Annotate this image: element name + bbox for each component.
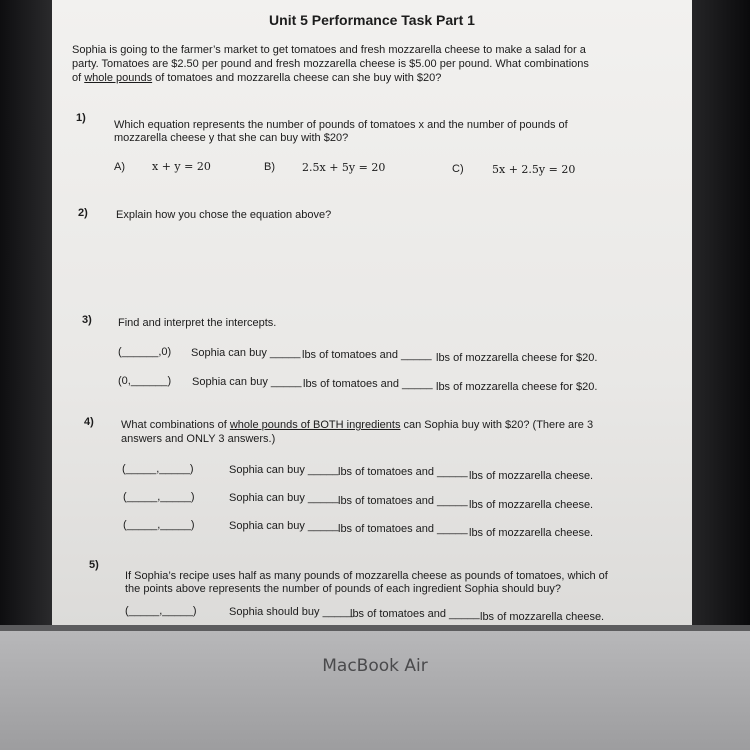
q3-row-1-suffix: lbs of mozzarella cheese for $20. xyxy=(436,352,598,364)
intro-line-3-post: of tomatoes and mozzarella cheese can she buy with $20? xyxy=(152,72,442,84)
q1-option-b-label: B) xyxy=(264,161,275,173)
q5-answer-point: (_____,_____) xyxy=(125,605,197,617)
q4-line-1-post: can Sophia buy with $20? (There are 3 xyxy=(400,419,594,431)
q4-line-1-pre: What combinations of xyxy=(121,419,230,431)
q1-line-2: mozzarella cheese y that she can buy with $20? xyxy=(114,132,349,144)
q3-row-1-tomatoes-blank: Sophia can buy _____ xyxy=(191,347,301,359)
q4-answer-2-mozzarella-blank: lbs of tomatoes and _____ xyxy=(338,495,468,507)
laptop-hinge-edge xyxy=(0,625,750,631)
q3-row-2-suffix: lbs of mozzarella cheese for $20. xyxy=(436,381,598,393)
q4-answer-2-point: (_____,_____) xyxy=(123,491,195,503)
q4-underlined-phrase: whole pounds of BOTH ingredients xyxy=(229,419,401,431)
q4-answer-1-mozzarella-blank: lbs of tomatoes and _____ xyxy=(338,466,468,478)
q5-line-1: If Sophia’s recipe uses half as many pounds of mozzarella cheese as pounds of tomatoes, which of xyxy=(125,570,608,582)
q3-row-1-mozzarella-blank: lbs of tomatoes and _____ xyxy=(302,349,432,361)
q4-line-1 xyxy=(121,418,593,432)
screen-bezel-right xyxy=(690,0,750,625)
q1-option-c-equation: 5x + 2.5y = 20 xyxy=(492,163,576,176)
q4-answer-2-tomatoes-blank: Sophia can buy _____ xyxy=(229,492,339,504)
q5-answer-suffix: lbs of mozzarella cheese. xyxy=(480,611,605,623)
q4-answer-2-suffix: lbs of mozzarella cheese. xyxy=(469,499,594,511)
laptop-brand-label: MacBook Air xyxy=(322,656,428,676)
intro-line-3-pre: of xyxy=(72,72,85,84)
q3-text: Find and interpret the intercepts. xyxy=(118,317,277,329)
q3-row-2-tomatoes-blank: Sophia can buy _____ xyxy=(192,376,302,388)
intro-line-3 xyxy=(72,71,441,85)
worksheet-title: Unit 5 Performance Task Part 1 xyxy=(269,12,475,28)
q4-answer-1-tomatoes-blank: Sophia can buy _____ xyxy=(229,464,339,476)
q3-row-1-point: (______,0) xyxy=(118,346,172,358)
q5-answer-mozzarella-blank: lbs of tomatoes and _____ xyxy=(350,608,480,620)
q4-answer-3-suffix: lbs of mozzarella cheese. xyxy=(469,527,594,539)
q4-answer-3-tomatoes-blank: Sophia can buy _____ xyxy=(229,520,339,532)
screen-bezel-left xyxy=(0,0,52,625)
q3-row-2-point: (0,______) xyxy=(118,375,172,387)
q4-answer-3-mozzarella-blank: lbs of tomatoes and _____ xyxy=(338,523,468,535)
q1-option-a-equation: x + y = 20 xyxy=(152,160,211,173)
q1-option-b-equation: 2.5x + 5y = 20 xyxy=(302,161,386,174)
q5-answer-tomatoes-blank: Sophia should buy _____ xyxy=(229,606,354,618)
q5-number: 5) xyxy=(89,559,99,571)
q4-answer-1-point: (_____,_____) xyxy=(122,463,194,475)
q2-number: 2) xyxy=(78,207,88,219)
q4-number: 4) xyxy=(84,416,94,428)
q3-number: 3) xyxy=(82,314,92,326)
laptop-chin xyxy=(0,625,750,750)
q1-option-c-label: C) xyxy=(452,163,464,175)
q3-row-2-mozzarella-blank: lbs of tomatoes and _____ xyxy=(303,378,433,390)
q1-line-1: Which equation represents the number of pounds of tomatoes x and the number of pounds of xyxy=(114,119,568,131)
q4-answer-1-suffix: lbs of mozzarella cheese. xyxy=(469,470,594,482)
q2-text: Explain how you chose the equation above? xyxy=(116,209,332,221)
q1-number: 1) xyxy=(76,112,86,124)
q4-answer-3-point: (_____,_____) xyxy=(123,519,195,531)
q4-line-2: answers and ONLY 3 answers.) xyxy=(121,433,276,445)
intro-underlined-phrase: whole pounds xyxy=(84,72,153,84)
intro-line-1: Sophia is going to the farmer’s market to get tomatoes and fresh mozzarella cheese to make a salad for a xyxy=(72,44,586,56)
intro-line-2: party. Tomatoes are $2.50 per pound and fresh mozzarella cheese is $5.00 per pound. What combinations xyxy=(72,58,589,70)
q5-line-2: the points above represents the number of pounds of each ingredient Sophia should buy? xyxy=(125,583,562,595)
worksheet-page xyxy=(52,0,692,625)
q1-option-a-label: A) xyxy=(114,161,125,173)
